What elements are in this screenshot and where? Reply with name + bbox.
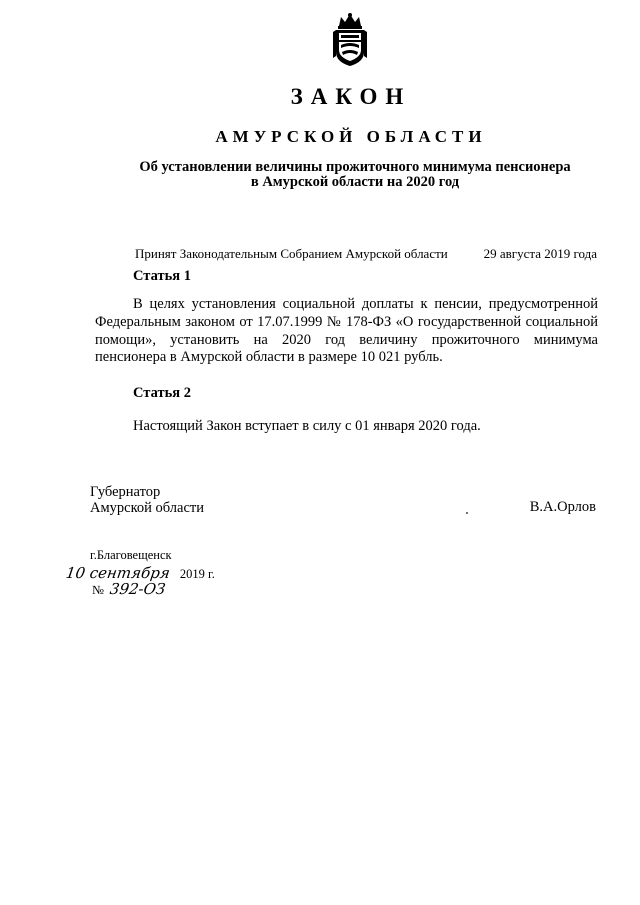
signing-year: 2019 г. — [179, 567, 215, 581]
article-1-text: В целях установления социальной доплаты к пенсии, предусмотренной Федеральным законом от 17.07.1999 № 178-ФЗ «О государственной социальной помощи», установить на 2020 год величину прожиточного минимума пенсионера в Амурской области в размере 10 021 рубль. — [95, 296, 598, 366]
article-2-text: Настоящий Закон вступает в силу с 01 января 2020 года. — [133, 418, 481, 434]
law-number — [92, 580, 165, 598]
article-1-heading: Статья 1 — [133, 268, 191, 284]
law-title-line-2: в Амурской области на 2020 год — [250, 174, 460, 190]
adopted-by-text: Принят Законодательным Собранием Амурской области — [135, 246, 448, 261]
handwritten-date: 10 сентября — [64, 564, 172, 582]
article-2-heading: Статья 2 — [133, 385, 191, 401]
law-title-line-1: Об установлении величины прожиточного минимума пенсионера — [139, 159, 571, 175]
scan-speck — [466, 512, 468, 514]
number-prefix: № — [92, 583, 104, 597]
region-heading: АМУРСКОЙ ОБЛАСТИ — [215, 127, 487, 146]
signing-place: г.Благовещенск — [90, 548, 172, 562]
signer-title-line-2: Амурской области — [90, 500, 204, 516]
signer-title — [90, 484, 204, 516]
signer-title-line-1: Губернатор — [90, 484, 161, 500]
handwritten-number: 392-ОЗ — [108, 580, 167, 598]
coat-of-arms-icon — [329, 12, 371, 68]
document-type-heading: ЗАКОН — [290, 84, 412, 109]
signer-name: В.А.Орлов — [529, 499, 596, 515]
law-title — [70, 160, 640, 190]
adopted-date: 29 августа 2019 года — [483, 246, 597, 261]
